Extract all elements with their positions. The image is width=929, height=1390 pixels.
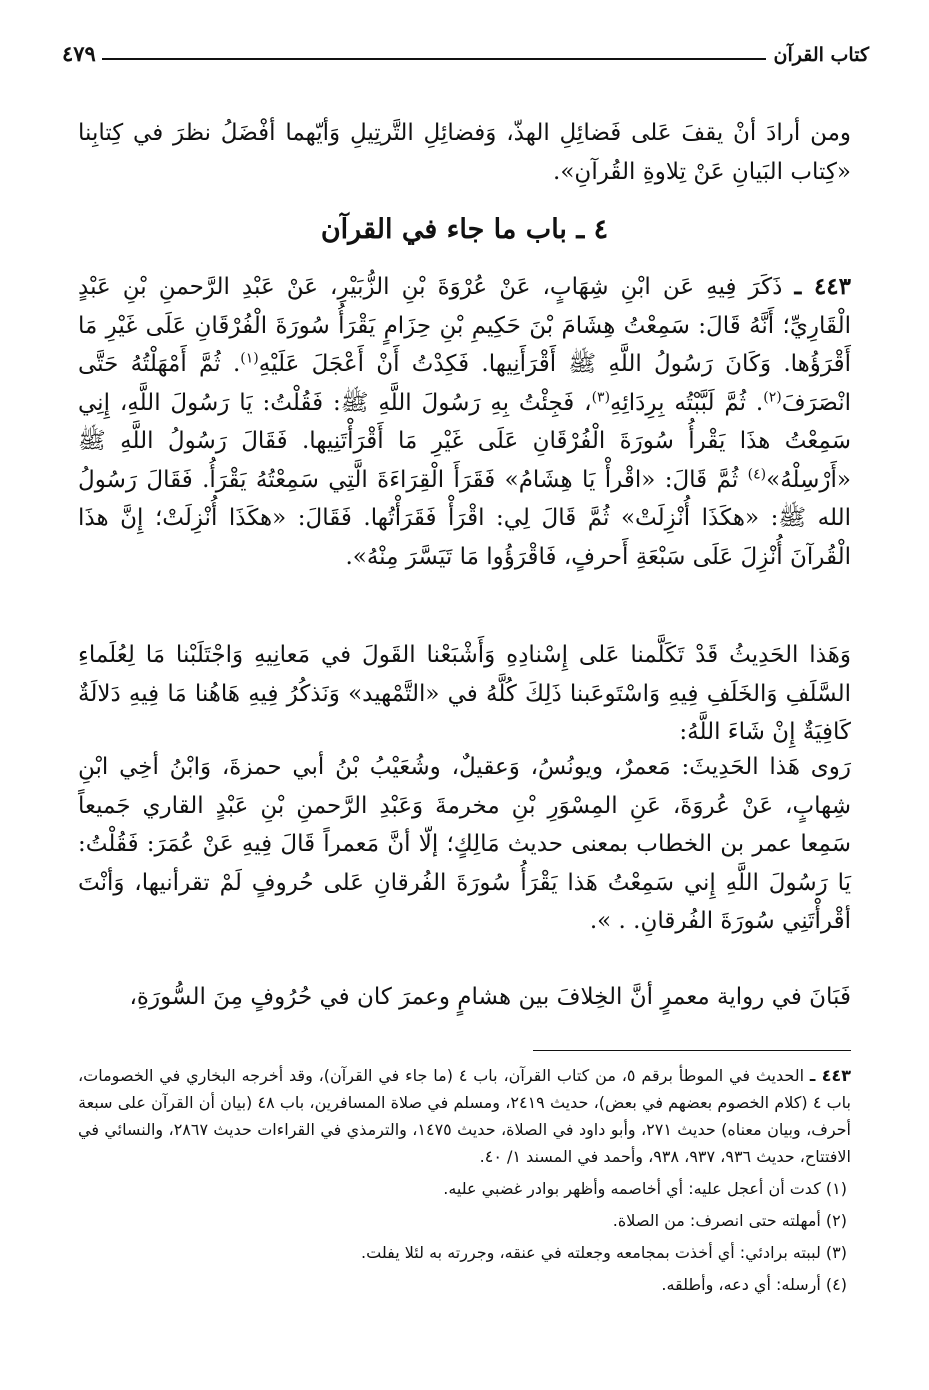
conclusion-paragraph: فَبَانَ في رواية معمرٍ أنَّ الخِلافَ بين هشامٍ وعمرَ كان في حُرُوفٍ مِنَ السُّورَةِ، bbox=[129, 984, 851, 1010]
hadith-text-part: ثُمَّ قَالَ: «اقْرأْ يَا هِشَامُ» فَقَرَأَ الْقِرَاءَةَ الَّتِي سَمِعْتُهُ يَقْرَأُ. فَقَالَ رَسُولُ الله ﷺ: «هكَذَا أُنْزِلَتْ» ثُمَّ قَالَ لِي: اقْرَأْ فَقَرَأْتُها. فَقَالَ: «هكَذَا أُنْزِلَتْ؛ إِنَّ هذَا الْقُرآنَ أُنْزِلَ عَلَى سَبْعَةِ أَحرفٍ، فَاقْرَؤُوا مَا تَيَسَّرَ مِنْهُ». bbox=[78, 466, 851, 570]
footnote-item: (٢) أمهلته حتى انصرف: من الصلاة. bbox=[612, 1211, 847, 1230]
header-rule bbox=[102, 58, 766, 60]
footnote-marker: (٣) bbox=[591, 388, 611, 405]
chapter-heading: ٤ ـ باب ما جاء في القرآن bbox=[320, 214, 609, 245]
running-header bbox=[62, 34, 869, 66]
footnote-main-number: ٤٤٣ ـ bbox=[809, 1066, 851, 1085]
hadith-number: ٤٤٣ ـ bbox=[794, 273, 851, 300]
footnotes bbox=[78, 1062, 851, 1303]
footnote-main-text: الحديث في الموطأ برقم ٥، من كتاب القرآن، باب ٤ (ما جاء في القرآن)، وقد أخرجه البخاري في الخصومات، باب ٤ (كلام الخصوم بعضهم في بعض)، حديث ٢٤١٩، ومسلم في صلاة المسافرين، باب ٤٨ (بيان أن القرآن على سبعة أحرف، وبيان معناه) حديث ٢٧١، وأبو داود في الصلاة، حديث ١٤٧٥، والترمذي في القراءات حديث ٢٨٦٧، والنسائي في الافتتاح، حديث ٩٣٦، ٩٣٧، ٩٣٨، وأحمد في المسند ١/ ٤٠. bbox=[78, 1066, 852, 1166]
footnote-marker: (١) bbox=[240, 350, 259, 367]
footnote-item: (١) كدت أن أعجل عليه: أي أخاصمه وأظهر بوادر غضبي عليه. bbox=[443, 1179, 847, 1198]
footnote-separator bbox=[533, 1050, 851, 1051]
hadith-text-part: ، فَجِئْتُ بِهِ رَسُولَ اللَّهِ ﷺ: فَقُلْتُ: يَا رَسُولَ اللَّهِ، إِنِي سَمِعْتُ هذَا يَقْرأُ سُورَةَ الْفُرْقَانِ عَلَى غَيْرِ مَا أَقْرَأْتَنِيها. فَقَالَ رَسُولُ اللَّهِ ﷺ «أَرْسِلْهُ» bbox=[78, 389, 851, 493]
hadith-paragraph bbox=[78, 268, 851, 576]
hadith-text-part: . ثُمَّ لَبَّبْتُه بِرِدَائِهِ bbox=[610, 389, 764, 416]
book-title: كتاب القرآن bbox=[773, 44, 869, 66]
footnote-marker: (٤) bbox=[747, 465, 767, 482]
page-number: ٤٧٩ bbox=[62, 41, 96, 66]
hadith-text-part: ذَكَرَ فِيهِ عَن ابْنِ شِهَابٍ، عَنْ عُرْوَةَ بْنِ الزُّبَيْرِ، عَنْ عَبْدِ الرَّحمنِ بْنِ عَبْدٍ الْقَارِيِّ؛ أَنَّهُ قَالَ: سَمِعْتُ هِشَامَ بْنَ حَكِيمِ بْنِ حِزَامٍ يَقْرَأُ سُورَةَ الْفُرْقَانِ عَلَى غَيْرِ مَا أَقْرَؤُها. وَكَانَ رَسُولُ اللَّهِ ﷺ أَقْرَأَنِيها. فَكِدْتُ أَنْ أَعْجَلَ عَلَيْهِ bbox=[78, 274, 851, 377]
footnote-marker: (٢) bbox=[763, 388, 782, 405]
footnote-main bbox=[78, 1062, 851, 1170]
footnote-item: (٤) أرسله: أي دعه، وأطلقه. bbox=[661, 1275, 847, 1294]
hadith-text-part: . ثُمَّ أَمْهَلْتُهُ حَتَّى انْصَرَفَ bbox=[78, 351, 851, 416]
narrators-paragraph: رَوى هَذا الحَدِيثَ: مَعمرٌ، ويونُسُ، وَعقيلٌ، وشُعَيْبُ بْنُ أبي حمزةَ، وَابْنُ أخِي ابْنِ شِهابٍ، عَنْ عُروَةَ، عَنِ المِسْوَرِ بْنِ مخرمةَ وَعَبْدِ الرَّحمنِ بْنِ عَبْدٍ القاري جَميعاً سَمِعا عمر بن الخطاب بمعنى حديث مَالِكٍ؛ إلّا أنَّ مَعمراً قَالَ فِيهِ عَنْ عُمَرَ: فَقُلْتُ: يَا رَسُولَ اللَّهِ إِني سَمِعْتُ هَذا يَقْرَأُ سُورَةَ الفُرقانِ عَلى حُروفٍ لَمْ تقرأنيها، وَأنْتَ أقْرأْتَنِي سُورَةَ الفُرقانِ. . ». bbox=[78, 754, 851, 934]
intro-paragraph: ومن أرادَ أنْ يقفَ عَلى فَضائِلِ الهذّ، وَفضائِلِ التَّرتِيلِ وَأيّهما أفْضَلُ نظرَ في كِتابِنا «كِتاب البَيانِ عَنْ تِلاوةِ القُرآنِ». bbox=[78, 120, 851, 185]
footnote-item: (٣) لببته برادئي: أي أخذت بمجامعه وجعلته في عنقه، وجررته به لئلا يفلت. bbox=[361, 1243, 847, 1262]
commentary-paragraph: وَهَذا الحَدِيثُ قَدْ تَكَلَّمنا عَلى إِسْنادِهِ وَأَشْبَعْنا القَولَ في مَعانِيهِ وَاجْتَلَبْنا مَا لِعُلَماءِ السَّلَفِ وَالخَلَفِ فِيهِ وَاسْتَوعَبنا ذَلِكَ كُلَّهُ في «التَّمْهيد» وَنَذكُرُ فِيهِ هَاهُنا مَا فِيهِ دَلالَةٌ كَافِيَةٌ إِنْ شَاءَ اللَّهُ: bbox=[78, 642, 851, 745]
